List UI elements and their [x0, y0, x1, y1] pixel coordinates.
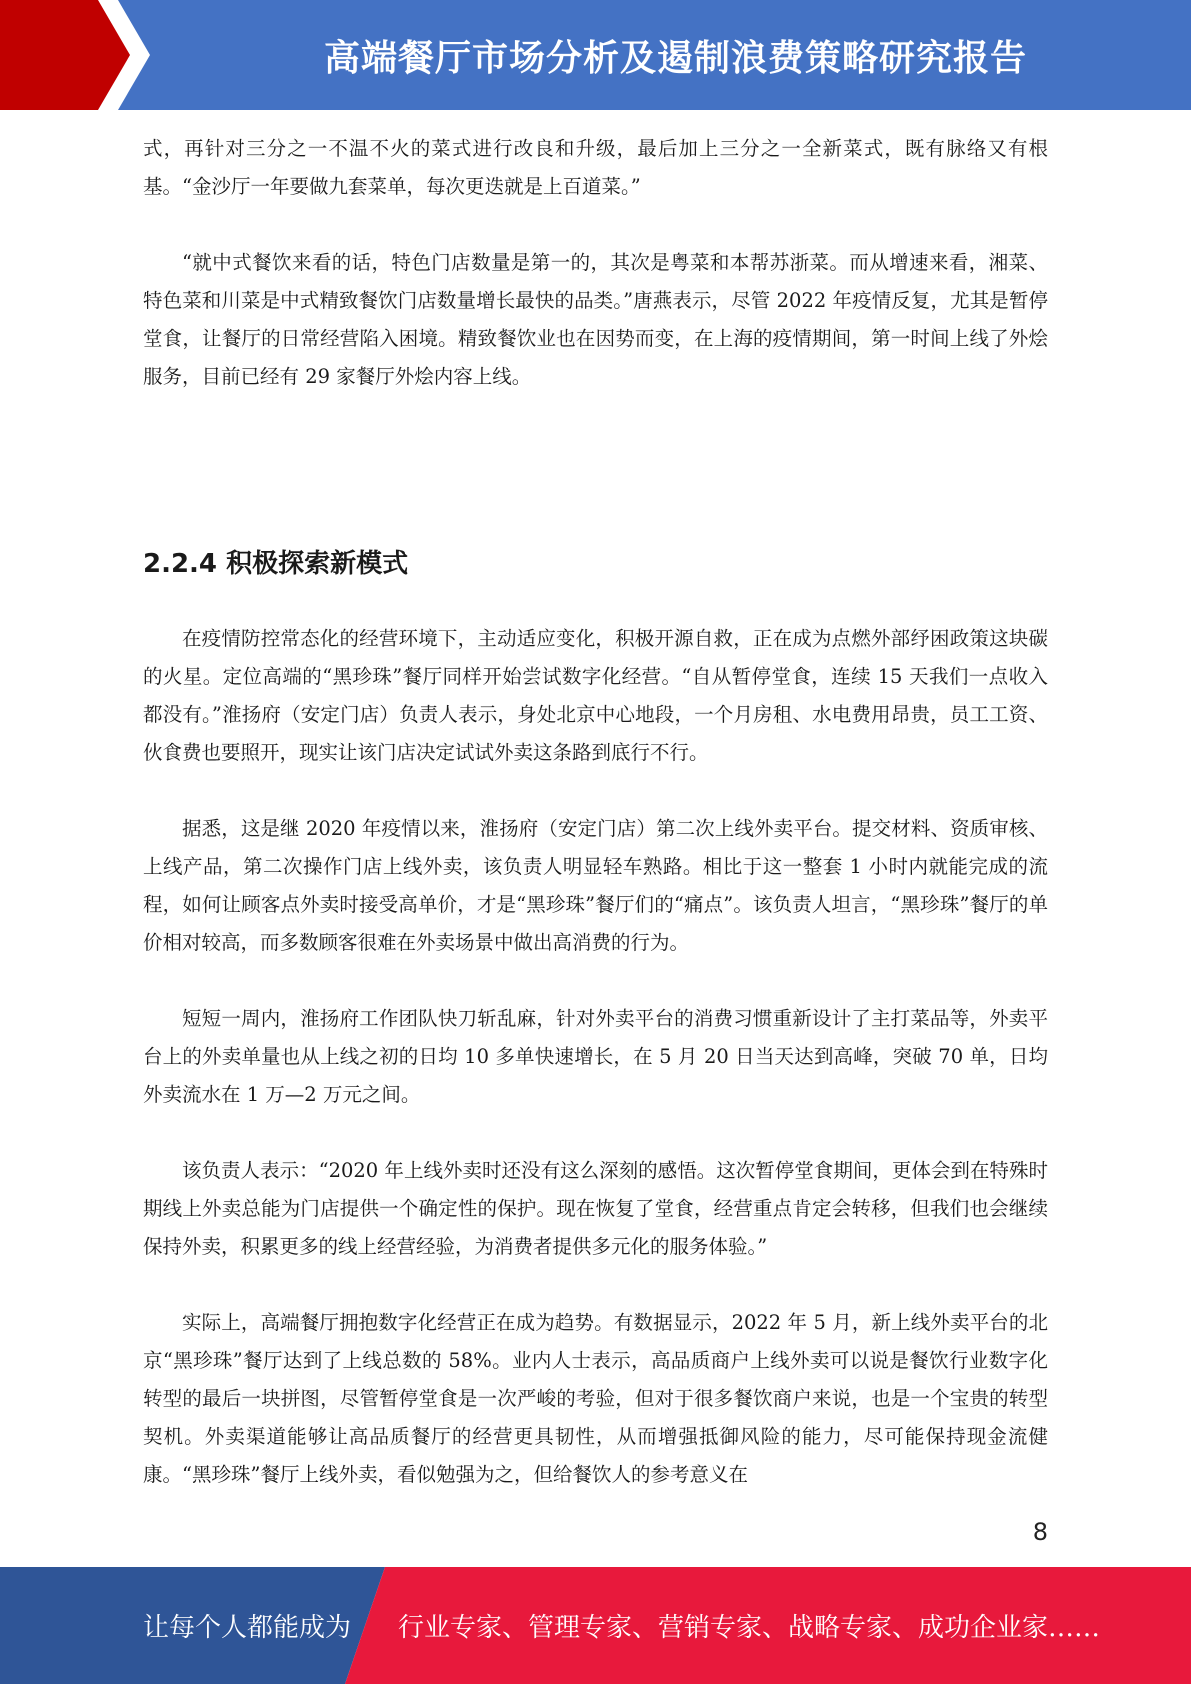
paragraph-section-3: 短短一周内，淮扬府工作团队快刀斩乱麻，针对外卖平台的消费习惯重新设计了主打菜品等，外卖平台上的外卖单量也从上线之初的日均 10 多单快速增长，在 5 月 20 日当天达到高峰，突破 70 单，日均外卖流水在 1 万—2 万元之间。: [143, 1007, 1048, 1106]
page-header: [0, 0, 1191, 110]
section-heading: 2.2.4 积极探索新模式: [143, 549, 409, 579]
paragraph-continued: 式，再针对三分之一不温不火的菜式进行改良和升级，最后加上三分之一全新菜式，既有脉络又有根基。“金沙厅一年要做九套菜单，每次更迭就是上百道菜。”: [143, 137, 1048, 198]
document-body: [143, 130, 1048, 1494]
paragraph-section-4: 该负责人表示：“2020 年上线外卖时还没有这么深刻的感悟。这次暂停堂食期间，更体会到在特殊时期线上外卖总能为门店提供一个确定性的保护。现在恢复了堂食，经营重点肯定会转移，但我们也会继续保持外卖，积累更多的线上经营经验，为消费者提供多元化的服务体验。”: [143, 1159, 1048, 1258]
footer-slogan-left: 让每个人都能成为: [143, 1613, 352, 1643]
paragraph-section-2: 据悉，这是继 2020 年疫情以来，淮扬府（安定门店）第二次上线外卖平台。提交材料、资质审核、上线产品，第二次操作门店上线外卖，该负责人明显轻车熟路。相比于这一整套 1 小时内就能完成的流程，如何让顾客点外卖时接受高单价，才是“黑珍珠”餐厅们的“痛点”。该负责人坦言，“黑珍珠”餐厅的单价相对较高，而多数顾客很难在外卖场景中做出高消费的行为。: [143, 817, 1048, 954]
paragraph-section-5: 实际上，高端餐厅拥抱数字化经营正在成为趋势。有数据显示，2022 年 5 月，新上线外卖平台的北京“黑珍珠”餐厅达到了上线总数的 58%。业内人士表示，高品质商户上线外卖可以说是餐饮行业数字化转型的最后一块拼图，尽管暂停堂食是一次严峻的考验，但对于很多餐饮商户来说，也是一个宝贵的转型契机。外卖渠道能够让高品质餐厅的经营更具韧性，从而增强抵御风险的能力，尽可能保持现金流健康。“黑珍珠”餐厅上线外卖，看似勉强为之，但给餐饮人的参考意义在: [143, 1311, 1048, 1486]
paragraph-tang-yan: “就中式餐饮来看的话，特色门店数量是第一的，其次是粤菜和本帮苏浙菜。而从增速来看，湘菜、特色菜和川菜是中式精致餐饮门店数量增长最快的品类。”唐燕表示，尽管 2022 年疫情反复，尤其是暂停堂食，让餐厅的日常经营陷入困境。精致餐饮业也在因势而变，在上海的疫情期间，第一时间上线了外烩服务，目前已经有 29 家餐厅外烩内容上线。: [143, 251, 1048, 388]
footer-slogan-right: 行业专家、管理专家、营销专家、战略专家、成功企业家……: [398, 1613, 1101, 1643]
page-footer: [0, 1567, 1191, 1684]
paragraph-section-1: 在疫情防控常态化的经营环境下，主动适应变化，积极开源自救，正在成为点燃外部纾困政策这块碳的火星。定位高端的“黑珍珠”餐厅同样开始尝试数字化经营。“自从暂停堂食，连续 15 天我们一点收入都没有。”淮扬府（安定门店）负责人表示，身处北京中心地段，一个月房租、水电费用昂贵，员工工资、伙食费也要照开，现实让该门店决定试试外卖这条路到底行不行。: [143, 627, 1048, 764]
page-number: 8: [1032, 1518, 1048, 1546]
header-title: 高端餐厅市场分析及遏制浪费策略研究报告: [323, 37, 1027, 79]
